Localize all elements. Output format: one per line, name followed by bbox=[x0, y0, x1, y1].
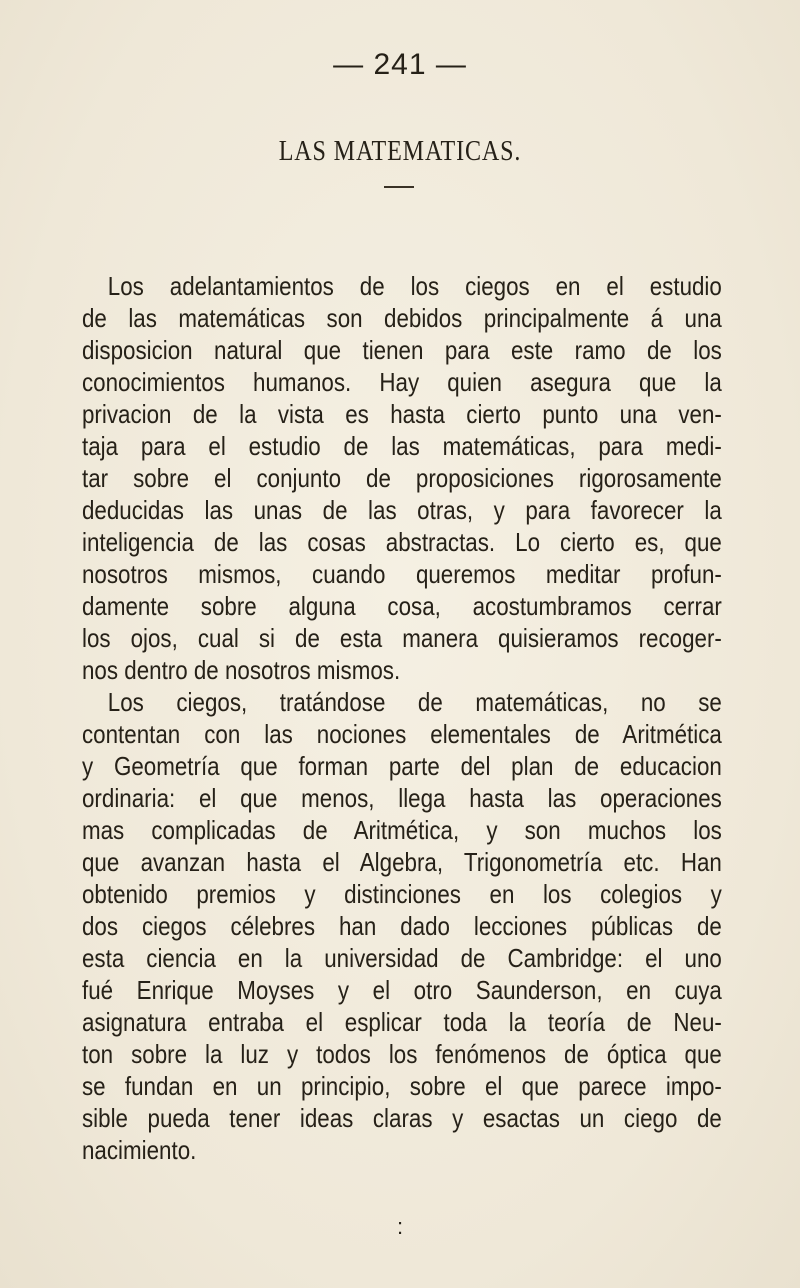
text-line: damente sobre alguna cosa, acostumbramos cerrar bbox=[82, 591, 722, 621]
text-line: esta ciencia en la universidad de Cambridge: el uno bbox=[82, 943, 722, 973]
text-line: disposicion natural que tienen para este ramo de los bbox=[82, 335, 722, 365]
text-line: obtenido premios y distinciones en los colegios y bbox=[82, 879, 722, 909]
text-line: dos ciegos célebres han dado lecciones públicas de bbox=[82, 911, 722, 941]
text-line: mas complicadas de Aritmética, y son muchos los bbox=[82, 815, 722, 845]
text-line: de las matemáticas son debidos principalmente á una bbox=[82, 303, 722, 333]
footer-mark: : bbox=[396, 1214, 404, 1239]
text-line: tar sobre el conjunto de proposiciones rigorosamente bbox=[82, 463, 722, 493]
text-line: taja para el estudio de las matemáticas, para medi- bbox=[82, 431, 722, 461]
section-title: LAS MATEMATICAS. bbox=[278, 136, 522, 167]
text-line: fué Enrique Moyses y el otro Saunderson, en cuya bbox=[82, 975, 722, 1005]
page-number: — 241 — bbox=[333, 48, 467, 81]
text-line: deducidas las unas de las otras, y para favorecer la bbox=[82, 495, 722, 525]
text-line: asignatura entraba el esplicar toda la teoría de Neu- bbox=[82, 1007, 722, 1037]
text-line: sible pueda tener ideas claras y esactas un ciego de bbox=[82, 1103, 722, 1133]
text-line: ordinaria: el que menos, llega hasta las operaciones bbox=[82, 783, 722, 813]
text-line: inteligencia de las cosas abstractas. Lo cierto es, que bbox=[82, 527, 722, 557]
title-divider bbox=[384, 186, 414, 188]
text-line: conocimientos humanos. Hay quien asegura que la bbox=[82, 367, 722, 397]
text-line: los ojos, cual si de esta manera quisieramos recoger- bbox=[82, 623, 722, 653]
text-line: Los ciegos, tratándose de matemáticas, no se bbox=[107, 687, 722, 717]
text-line: que avanzan hasta el Algebra, Trigonometría etc. Han bbox=[82, 847, 722, 877]
body-text bbox=[82, 270, 722, 1166]
text-line: contentan con las nociones elementales de Aritmética bbox=[82, 719, 722, 749]
text-line: nacimiento. bbox=[82, 1135, 197, 1165]
text-line: ton sobre la luz y todos los fenómenos de óptica que bbox=[82, 1039, 722, 1069]
text-line: nos dentro de nosotros mismos. bbox=[82, 655, 401, 685]
text-line: se fundan en un principio, sobre el que parece impo- bbox=[82, 1071, 722, 1101]
text-line: y Geometría que forman parte del plan de educacion bbox=[82, 751, 722, 781]
text-line: Los adelantamientos de los ciegos en el estudio bbox=[107, 271, 722, 301]
text-line: privacion de la vista es hasta cierto punto una ven- bbox=[82, 399, 722, 429]
text-line: nosotros mismos, cuando queremos meditar profun- bbox=[82, 559, 722, 589]
